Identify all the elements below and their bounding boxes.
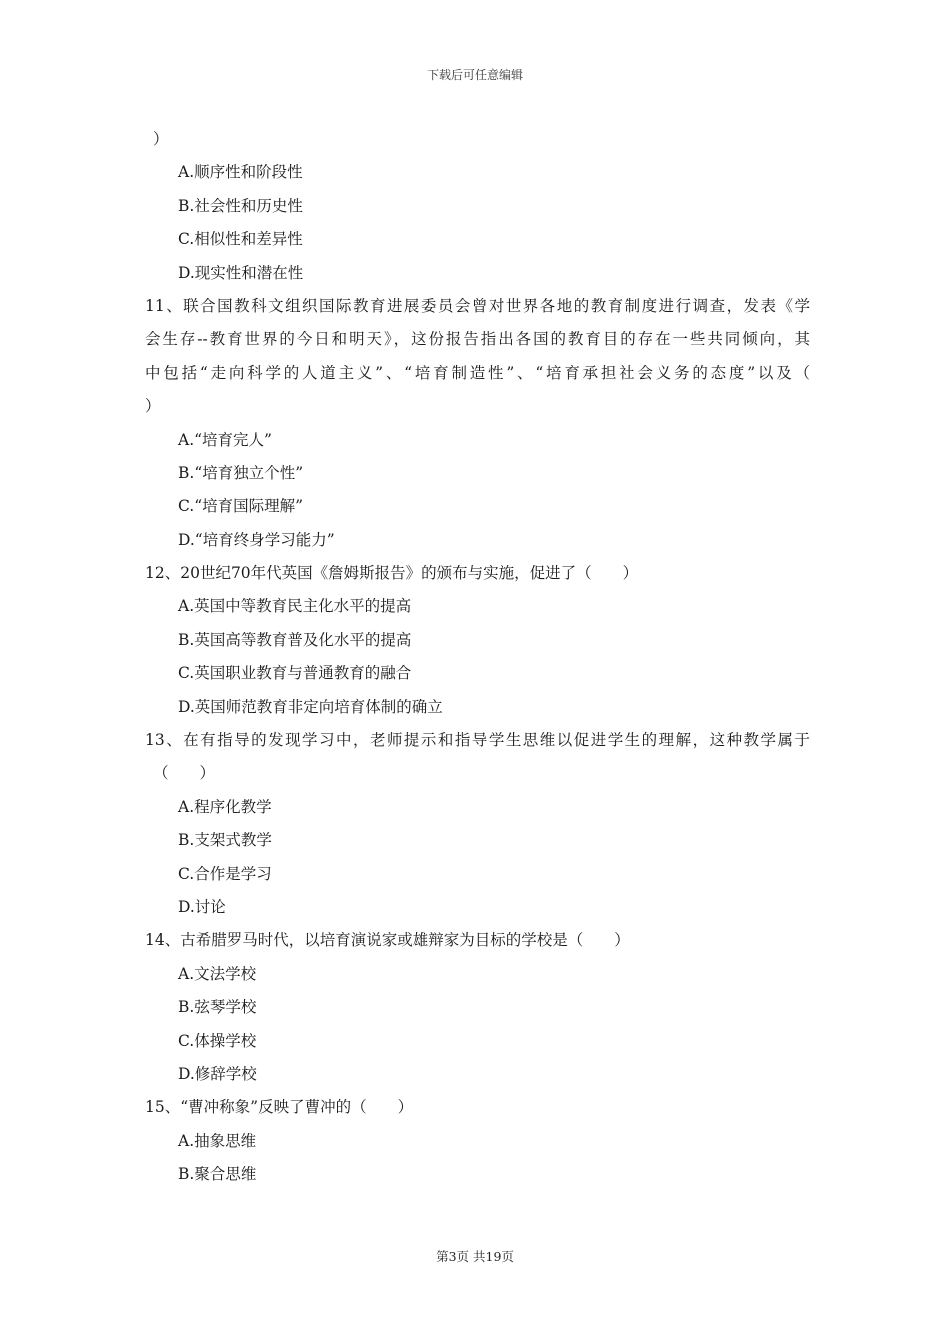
text-line: （ ） [153,764,216,783]
text-line: ） [145,397,161,416]
question-line: 14、古希腊罗马时代，以培育演说家或雄辩家为目标的学校是（ ） [145,931,630,950]
option-line: A.顺序性和阶段性 [178,163,303,182]
option-line: C.英国职业教育与普通教育的融合 [178,664,412,683]
option-line: C.相似性和差异性 [178,230,303,249]
question-line: 13、在有指导的发现学习中，老师提示和指导学生思维以促进学生的理解，这种教学属于 [145,731,810,750]
option-line: C.体操学校 [178,1031,257,1050]
option-line: D.“培育终身学习能力” [178,530,335,549]
option-line: A.程序化教学 [178,797,272,816]
option-line: A.抽象思维 [178,1131,257,1150]
option-line: B.聚合思维 [178,1165,257,1184]
option-line: D.讨论 [178,897,226,916]
question-line: 15、“曹冲称象”反映了曹冲的（ ） [145,1098,414,1117]
option-line: D.英国师范教育非定向培育体制的确立 [178,697,443,716]
option-line: D.修辞学校 [178,1064,257,1083]
option-line: C.“培育国际理解” [178,497,304,516]
option-line: B.弦琴学校 [178,998,257,1017]
document-body [145,123,810,1192]
option-line: B.英国高等教育普及化水平的提高 [178,630,412,649]
option-line: C.合作是学习 [178,864,272,883]
page-header: 下载后可任意编辑 [426,68,523,82]
text-line: ） [153,130,169,148]
option-line: B.社会性和历史性 [178,196,303,215]
option-line: D.现实性和潜在性 [178,263,304,282]
page-footer: 第3页 共19页 [436,1249,514,1264]
option-line: A.文法学校 [178,964,257,983]
question-line: 会生存--教育世界的今日和明天》，这份报告指出各国的教育目的存在一些共同倾向，其 [145,330,810,349]
option-line: A.英国中等教育民主化水平的提高 [178,597,412,616]
option-line: B.“培育独立个性” [178,463,304,482]
question-line: 11、联合国教科文组织国际教育进展委员会曾对世界各地的教育制度进行调查，发表《学 [145,296,810,315]
option-line: B.支架式教学 [178,831,272,850]
option-line: A.“培育完人” [178,430,272,449]
question-line: 12、20世纪70年代英国《詹姆斯报告》的颁布与实施，促进了（ ） [145,564,639,583]
question-line: 中包括“走向科学的人道主义”、“培育制造性”、“培育承担社会义务的态度”以及（ [145,363,810,382]
